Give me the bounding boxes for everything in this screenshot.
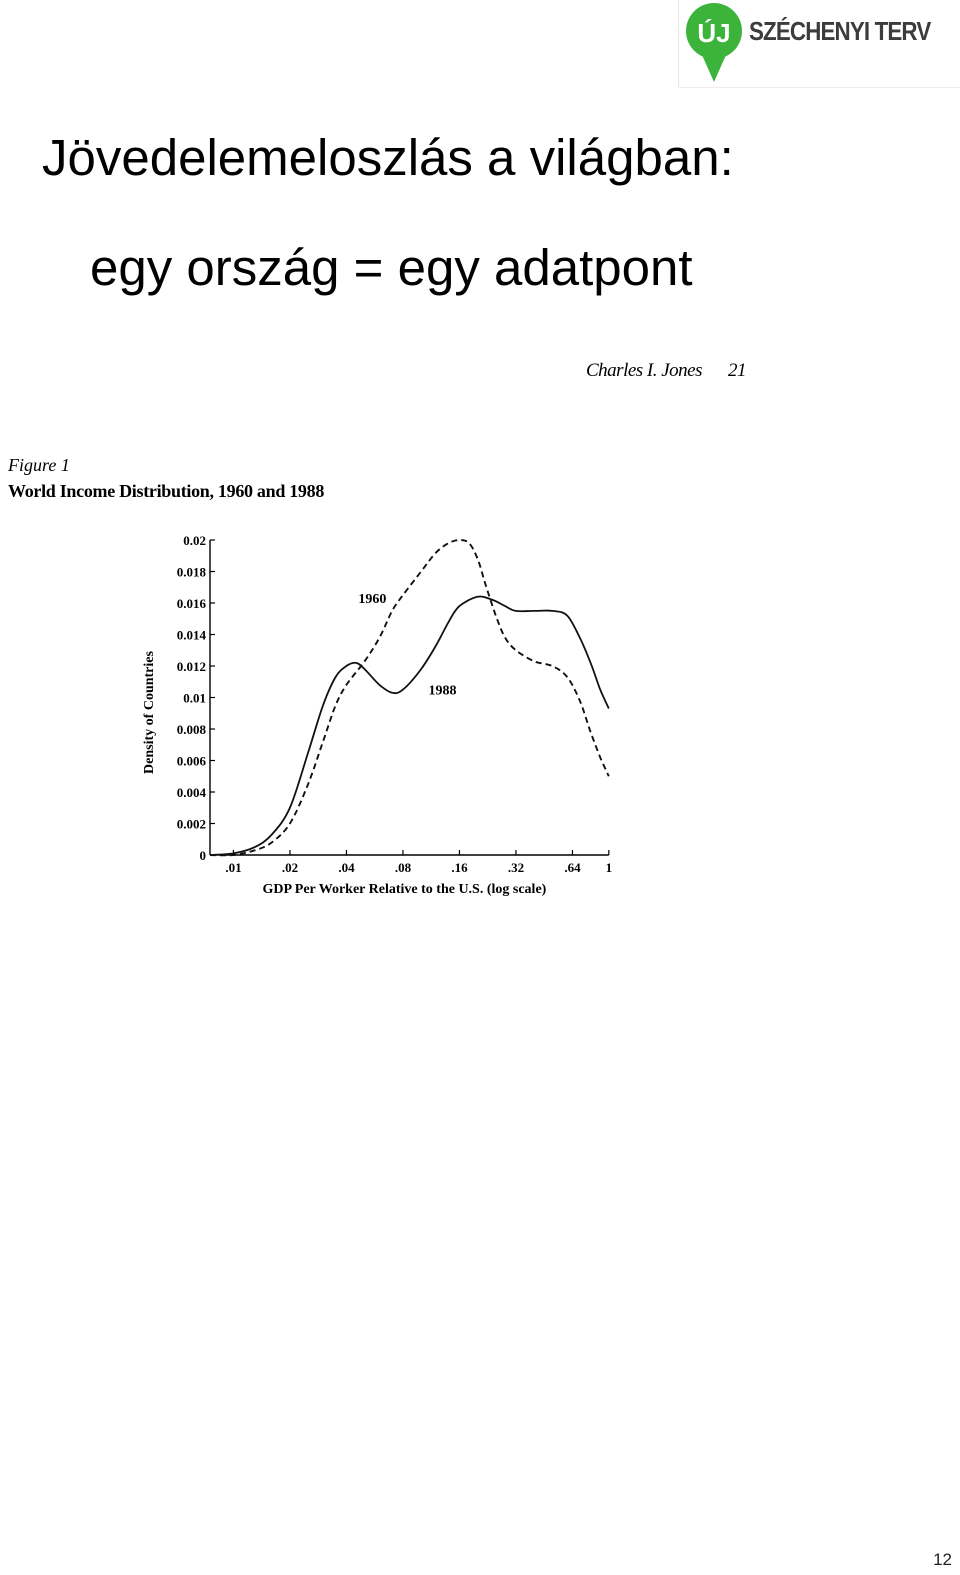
series-annotation-1988: 1988 — [428, 683, 457, 699]
slide-subtitle: egy ország = egy adatpont — [90, 239, 693, 296]
x-tick-label: .01 — [225, 860, 242, 875]
y-tick-label: 0.002 — [176, 816, 206, 832]
y-tick-label: 0.014 — [176, 627, 206, 643]
figure-title: World Income Distribution, 1960 and 1988 — [8, 481, 325, 501]
x-tick-label: .64 — [564, 860, 581, 875]
x-tick-label: .08 — [394, 860, 412, 875]
y-tick-label: 0.008 — [176, 722, 206, 737]
figure-label: Figure 1 — [8, 455, 70, 475]
y-tick-label: 0.012 — [176, 659, 206, 674]
y-tick-label: 0.004 — [176, 785, 206, 800]
y-tick-label: 0 — [199, 848, 206, 863]
slide-title: Jövedelemeloszlás a világban: — [42, 129, 734, 186]
szechenyi-terv-logo — [678, 0, 960, 88]
logo-badge-text: ÚJ — [697, 18, 731, 48]
y-axis-label: Density of Countries — [142, 651, 157, 774]
y-tick-label: 0.006 — [176, 753, 206, 769]
x-tick-label: 1 — [605, 860, 613, 875]
logo-text: SZÉCHENYI TERV — [749, 16, 931, 46]
series-line-1988 — [210, 596, 609, 855]
page-number: 12 — [933, 1550, 952, 1569]
y-tick-label: 0.016 — [176, 596, 206, 611]
journal-page-number: 21 — [728, 360, 747, 381]
y-tick-label: 0.02 — [183, 533, 206, 548]
series-line-1960 — [210, 540, 609, 855]
income-distribution-chart — [0, 0, 703, 940]
series-annotation-1960: 1960 — [358, 592, 387, 607]
y-tick-label: 0.018 — [176, 564, 206, 580]
x-tick-label: .16 — [451, 860, 468, 875]
x-tick-label: .32 — [507, 860, 525, 875]
author-name: Charles I. Jones — [586, 360, 703, 381]
x-tick-label: .04 — [338, 860, 355, 875]
x-tick-label: .02 — [281, 860, 299, 875]
y-tick-label: 0.01 — [183, 690, 206, 706]
x-axis-label: GDP Per Worker Relative to the U.S. (log scale) — [262, 882, 547, 897]
